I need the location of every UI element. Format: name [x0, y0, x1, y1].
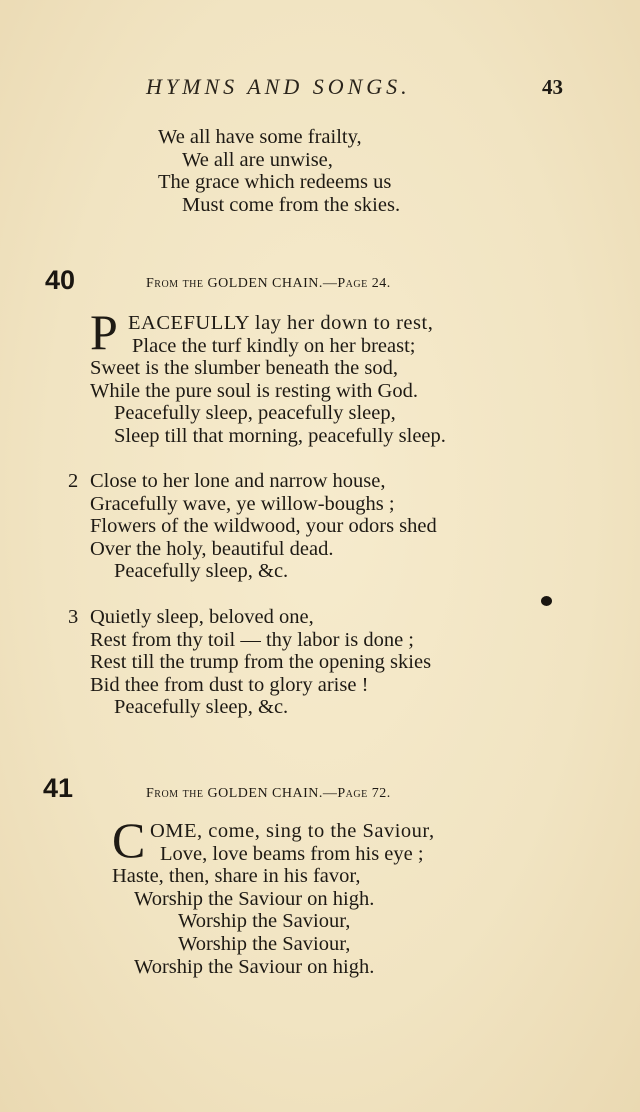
hymn-number: 40	[45, 265, 76, 295]
stanza-1	[90, 312, 446, 448]
refrain-line: Sleep till that morning, peacefully sleep.	[114, 424, 446, 447]
verse-line: Haste, then, share in his favor,	[112, 865, 361, 888]
stanza-2	[68, 470, 437, 583]
verse-line: Over the holy, beautiful dead.	[90, 537, 334, 560]
stanza-number: 2	[68, 470, 79, 492]
refrain-line: Peacefully sleep, &c.	[114, 560, 289, 583]
verse-line: The grace which redeems us	[158, 171, 392, 194]
stanza-1	[112, 820, 435, 978]
refrain-line: Worship the Saviour,	[178, 910, 351, 933]
verse-line: Bid thee from dust to glory arise !	[90, 673, 369, 696]
verse-line: Must come from the skies.	[182, 193, 401, 216]
verse-line-first: EACEFULLY lay her down to rest,	[128, 312, 434, 334]
verse-line: Worship the Saviour on high.	[134, 887, 375, 910]
verse-line: Rest till the trump from the opening skies	[90, 651, 432, 674]
refrain-line: Worship the Saviour,	[178, 932, 351, 955]
running-title: HYMNS AND SONGS.	[146, 74, 411, 99]
hymn-number: 41	[43, 773, 74, 803]
verse-line: Close to her lone and narrow house,	[90, 470, 386, 492]
drop-cap: P	[90, 304, 118, 360]
verse-line: We all have some frailty,	[158, 126, 362, 148]
verse-line: Love, love beams from his eye ;	[160, 842, 424, 865]
verse-line: Rest from thy toil — thy labor is done ;	[90, 628, 414, 651]
hymn-source: From the GOLDEN CHAIN.—Page 24.	[146, 276, 391, 291]
verse-line: Quietly sleep, beloved one,	[90, 606, 314, 628]
verse-line: Place the turf kindly on her breast;	[132, 334, 416, 357]
stanza-number: 3	[68, 606, 79, 628]
hymn-source: From the GOLDEN CHAIN.—Page 72.	[146, 786, 391, 801]
drop-cap: C	[112, 812, 146, 868]
verse-line: Gracefully wave, ye willow-boughs ;	[90, 492, 395, 515]
verse-line: Flowers of the wildwood, your odors shed	[90, 515, 437, 538]
refrain-line: Peacefully sleep, &c.	[114, 696, 289, 719]
verse-line: Sweet is the slumber beneath the sod,	[90, 357, 399, 380]
page-number: 43	[542, 75, 563, 99]
stanza-3	[68, 606, 431, 719]
verse-line: We all are unwise,	[182, 148, 333, 171]
verse-line-first: OME, come, sing to the Saviour,	[150, 820, 435, 842]
ink-blot	[541, 596, 552, 606]
verse-line: While the pure soul is resting with God.	[90, 379, 418, 402]
refrain-line: Peacefully sleep, peacefully sleep,	[114, 402, 396, 425]
refrain-line: Worship the Saviour on high.	[134, 955, 375, 978]
previous-hymn-verse	[158, 126, 400, 216]
